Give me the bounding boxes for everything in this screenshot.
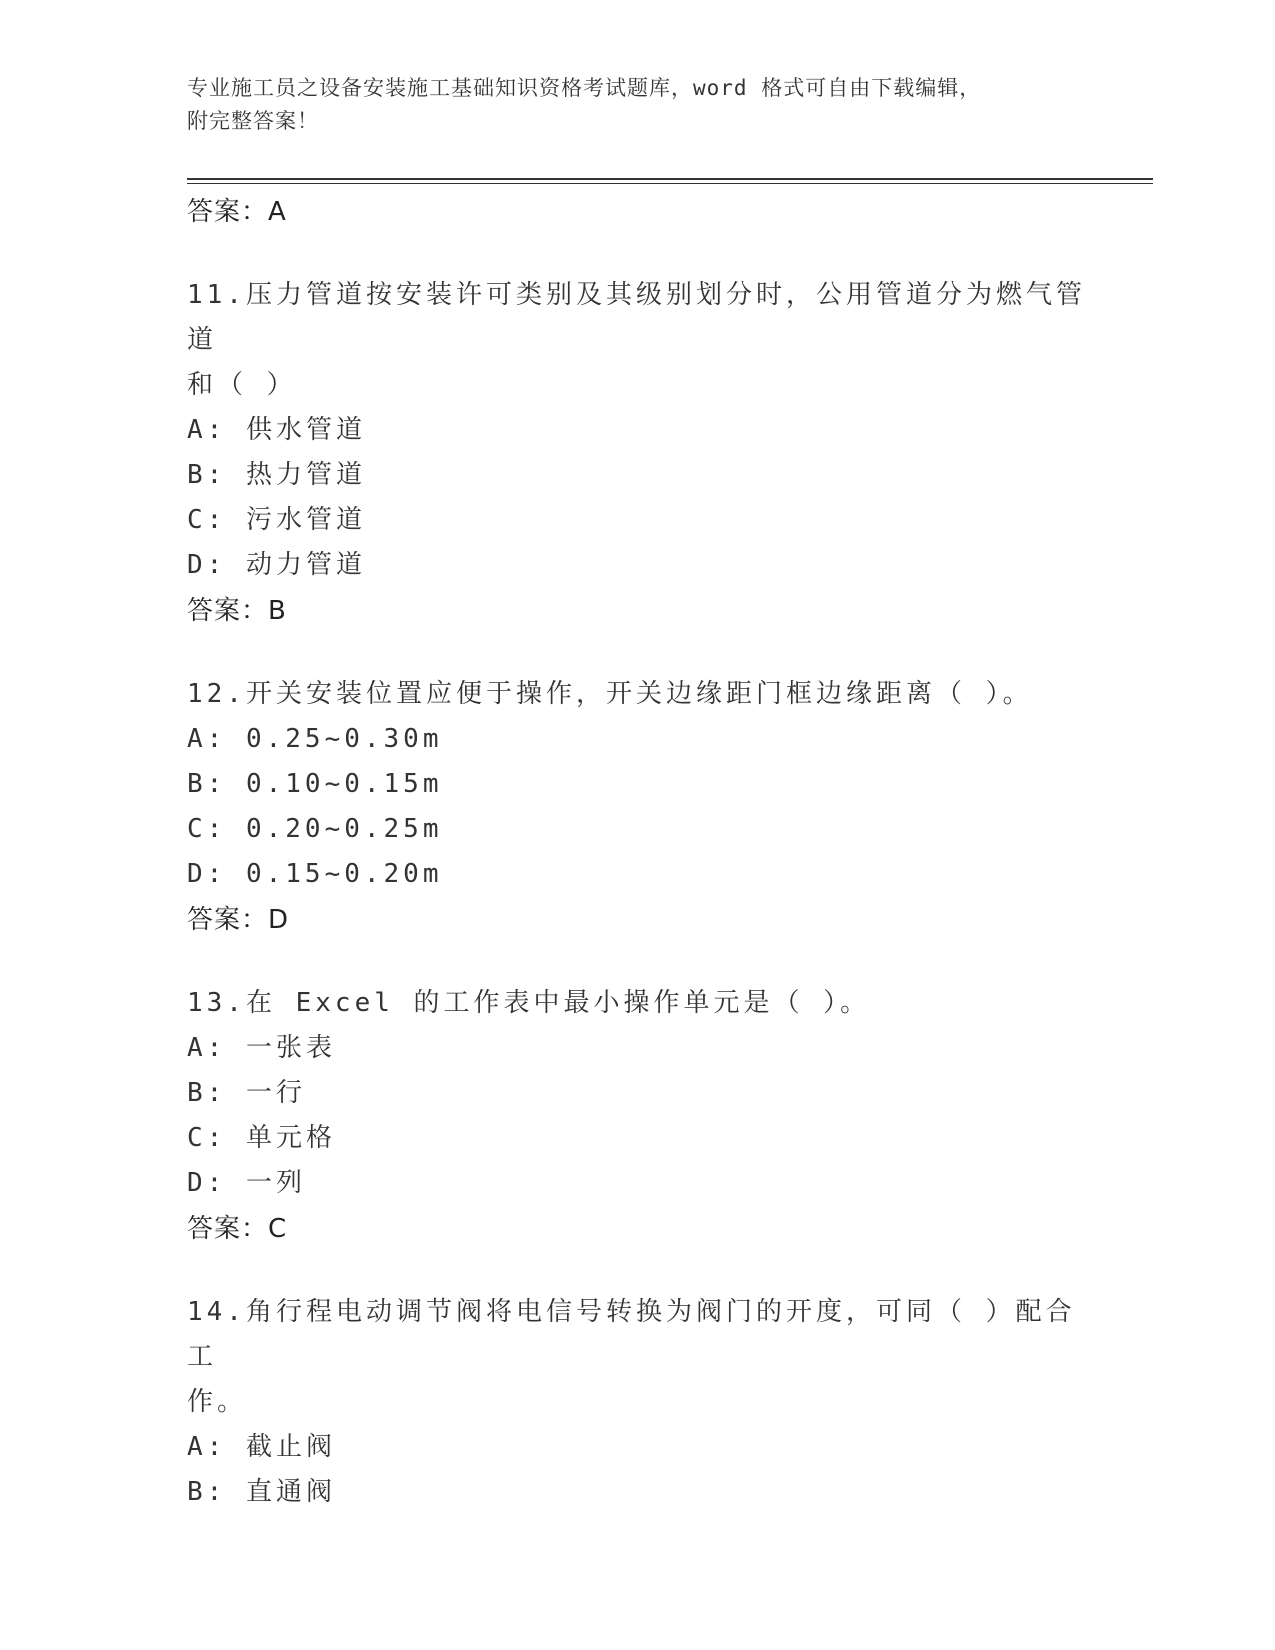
option-d: D: 动力管道	[187, 550, 366, 580]
option-d: D: 一列	[187, 1168, 306, 1198]
option-b: B: 直通阀	[187, 1477, 336, 1507]
question-stem-continued: 和（ ）	[187, 370, 297, 400]
question-13	[187, 981, 1087, 1252]
question-14	[187, 1290, 1087, 1515]
question-12	[187, 672, 1087, 943]
question-list	[187, 189, 1087, 1515]
header-line-2: 附完整答案！	[187, 109, 319, 133]
question-11	[187, 273, 1087, 634]
option-a: A: 0.25~0.30m	[187, 724, 443, 754]
answer: 答案：C	[187, 1214, 288, 1244]
question-stem: 11.压力管道按安装许可类别及其级别划分时，公用管道分为燃气管道	[187, 280, 1086, 355]
answer: 答案：B	[187, 596, 287, 626]
option-b: B: 热力管道	[187, 460, 366, 490]
answer-previous: 答案：A	[187, 197, 287, 227]
header-divider-thick	[187, 178, 1153, 180]
question-stem: 14.角行程电动调节阀将电信号转换为阀门的开度，可同（ ）配合工	[187, 1297, 1076, 1372]
option-b: B: 一行	[187, 1078, 306, 1108]
option-a: A: 一张表	[187, 1033, 336, 1063]
option-c: C: 单元格	[187, 1123, 336, 1153]
question-stem-continued: 作。	[187, 1387, 248, 1417]
question-stem: 13.在 Excel 的工作表中最小操作单元是（ ）。	[187, 988, 871, 1018]
option-a: A: 供水管道	[187, 415, 366, 445]
option-c: C: 污水管道	[187, 505, 366, 535]
option-b: B: 0.10~0.15m	[187, 769, 443, 799]
document-header	[187, 72, 1087, 138]
answer: 答案：D	[187, 905, 290, 935]
option-a: A: 截止阀	[187, 1432, 336, 1462]
header-divider-thin	[187, 183, 1153, 184]
header-line-1: 专业施工员之设备安装施工基础知识资格考试题库，word 格式可自由下载编辑，	[187, 76, 982, 100]
option-c: C: 0.20~0.25m	[187, 814, 443, 844]
option-d: D: 0.15~0.20m	[187, 859, 443, 889]
question-stem: 12.开关安装位置应便于操作，开关边缘距门框边缘距离（ ）。	[187, 679, 1033, 709]
